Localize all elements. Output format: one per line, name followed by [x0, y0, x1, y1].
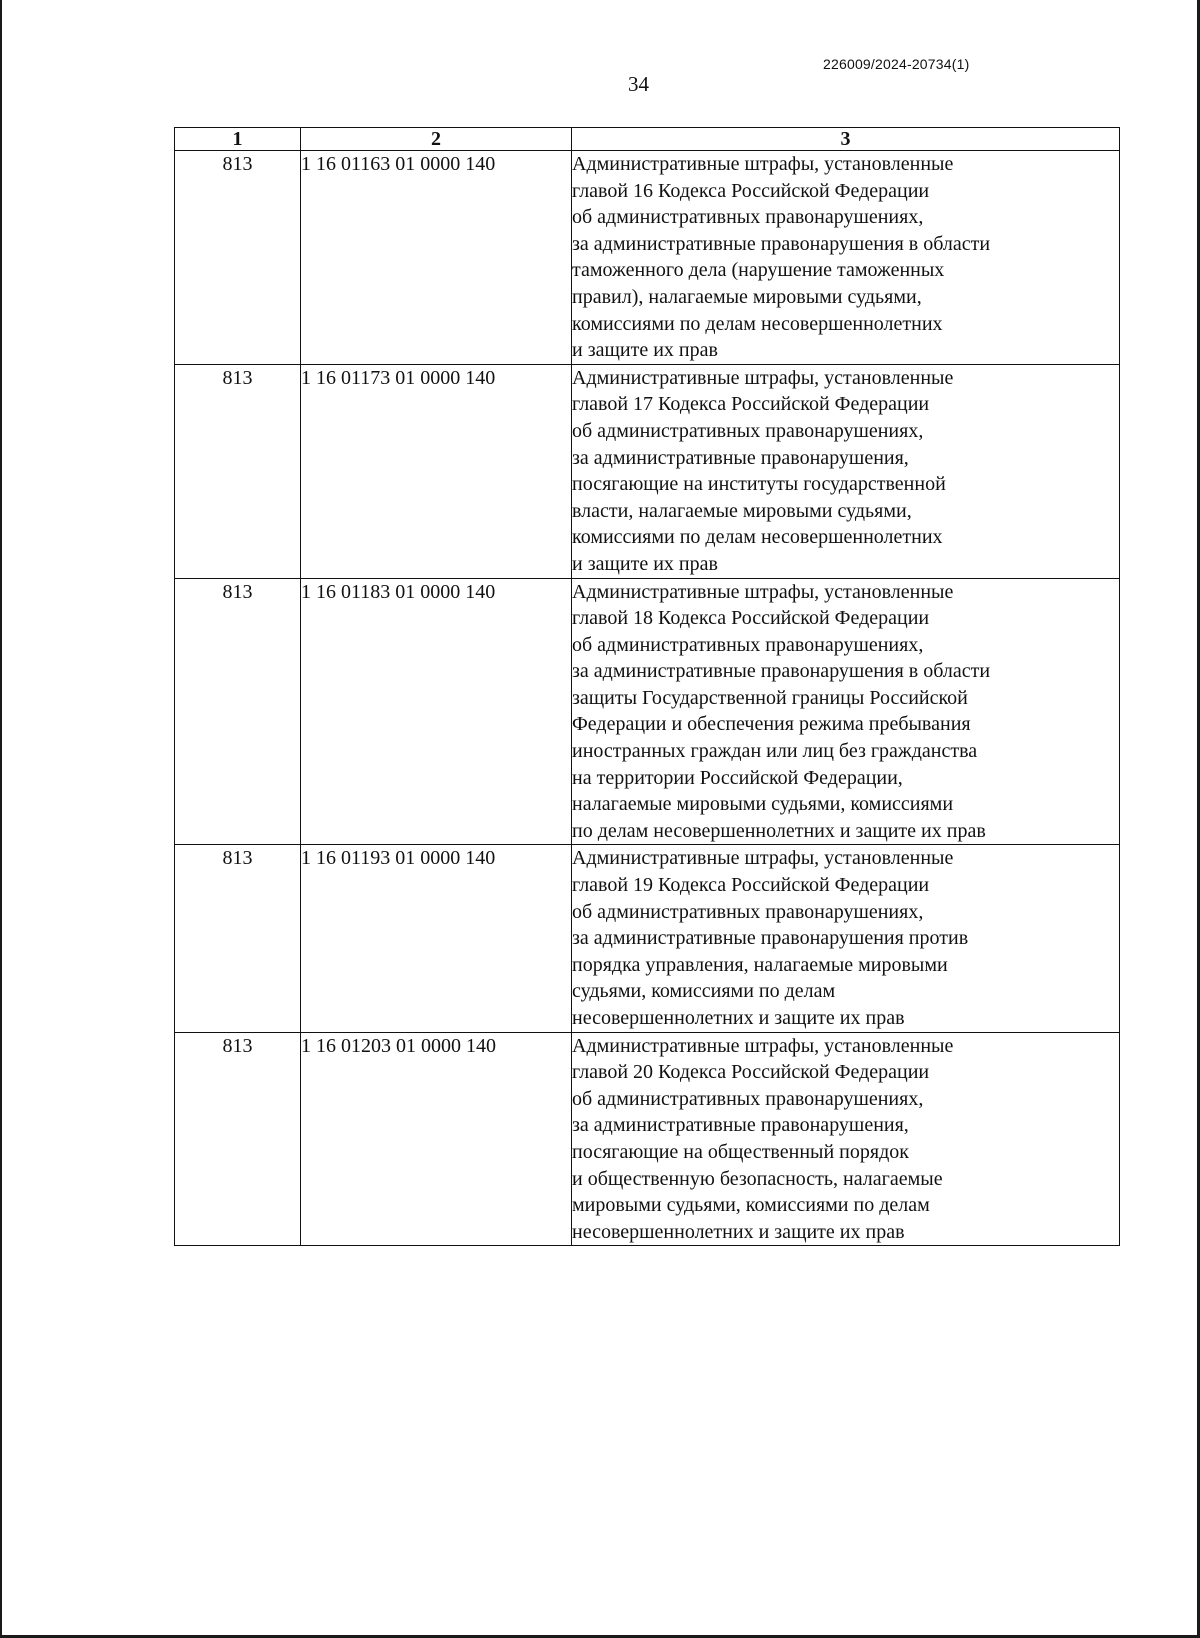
description-line: посягающие на общественный порядок	[572, 1140, 909, 1163]
description-line: правил), налагаемые мировыми судьями,	[572, 285, 922, 308]
description-line: об административных правонарушениях,	[572, 1087, 924, 1110]
description-line: Административные штрафы, установленные	[572, 580, 954, 603]
description-line: комиссиями по делам несовершеннолетних	[572, 312, 943, 335]
admin-code-cell: 813	[175, 364, 301, 578]
budget-code-cell: 1 16 01173 01 0000 140	[301, 364, 572, 578]
admin-code-cell: 813	[175, 845, 301, 1032]
scan-edge-left	[0, 0, 2, 1638]
table-header-row	[175, 128, 1120, 151]
description-line: Административные штрафы, установленные	[572, 153, 954, 175]
description-line: налагаемые мировыми судьями, комиссиями	[572, 793, 954, 816]
description-line: Административные штрафы, установленные	[572, 366, 954, 389]
column-header-3: 3	[572, 128, 1120, 151]
table-row	[175, 151, 1120, 365]
table-row	[175, 578, 1120, 845]
description-cell	[572, 364, 1120, 578]
description-line: главой 19 Кодекса Российской Федерации	[572, 874, 930, 897]
description-cell	[572, 578, 1120, 845]
description-line: иностранных граждан или лиц без гражданства	[572, 740, 978, 763]
column-header-1: 1	[175, 128, 301, 151]
description-line: за административные правонарушения,	[572, 446, 909, 469]
description-line: об административных правонарушениях,	[572, 900, 924, 923]
table-body	[175, 151, 1120, 1246]
column-header-2: 2	[301, 128, 572, 151]
description-line: за административные правонарушения против	[572, 927, 969, 950]
description-line: власти, налагаемые мировыми судьями,	[572, 499, 912, 522]
description-line: об административных правонарушениях,	[572, 633, 924, 656]
description-cell	[572, 151, 1120, 365]
description-line: и защите их прав	[572, 339, 718, 362]
description-line: за административные правонарушения в области	[572, 232, 991, 255]
description-line: таможенного дела (нарушение таможенных	[572, 259, 945, 282]
description-line: Административные штрафы, установленные	[572, 847, 954, 870]
description-line: порядка управления, налагаемые мировыми	[572, 953, 948, 976]
document-id: 226009/2024-20734(1)	[823, 56, 970, 72]
description-line: главой 20 Кодекса Российской Федерации	[572, 1061, 930, 1084]
description-line: комиссиями по делам несовершеннолетних	[572, 526, 943, 549]
budget-code-cell: 1 16 01183 01 0000 140	[301, 578, 572, 845]
description-line: главой 16 Кодекса Российской Федерации	[572, 179, 930, 202]
budget-code-cell: 1 16 01193 01 0000 140	[301, 845, 572, 1032]
budget-code-cell: 1 16 01203 01 0000 140	[301, 1032, 572, 1246]
description-line: мировыми судьями, комиссиями по делам	[572, 1194, 930, 1217]
description-line: главой 18 Кодекса Российской Федерации	[572, 607, 930, 630]
description-line: на территории Российской Федерации,	[572, 766, 903, 789]
description-line: посягающие на институты государственной	[572, 473, 946, 496]
description-line: за административные правонарушения,	[572, 1114, 909, 1137]
fees-table	[174, 127, 1120, 1246]
description-line: об административных правонарушениях,	[572, 206, 924, 229]
description-cell	[572, 1032, 1120, 1246]
description-line: несовершеннолетних и защите их прав	[572, 1220, 905, 1243]
admin-code-cell: 813	[175, 578, 301, 845]
description-line: несовершеннолетних и защите их прав	[572, 1007, 905, 1029]
table-row	[175, 364, 1120, 578]
description-line: главой 17 Кодекса Российской Федерации	[572, 393, 930, 416]
description-line: Административные штрафы, установленные	[572, 1034, 954, 1057]
description-line: и общественную безопасность, налагаемые	[572, 1167, 943, 1190]
admin-code-cell: 813	[175, 151, 301, 365]
description-cell	[572, 845, 1120, 1032]
description-line: судьями, комиссиями по делам	[572, 980, 836, 1003]
table-row	[175, 845, 1120, 1032]
description-line: об административных правонарушениях,	[572, 419, 924, 442]
page-number: 34	[628, 72, 649, 96]
description-line: и защите их прав	[572, 552, 718, 575]
description-line: Федерации и обеспечения режима пребывания	[572, 713, 971, 736]
table-row	[175, 1032, 1120, 1246]
description-line: по делам несовершеннолетних и защите их прав	[572, 819, 986, 842]
description-line: за административные правонарушения в области	[572, 660, 991, 683]
description-line: защиты Государственной границы Российской	[572, 686, 968, 709]
budget-code-cell: 1 16 01163 01 0000 140	[301, 151, 572, 365]
admin-code-cell: 813	[175, 1032, 301, 1246]
